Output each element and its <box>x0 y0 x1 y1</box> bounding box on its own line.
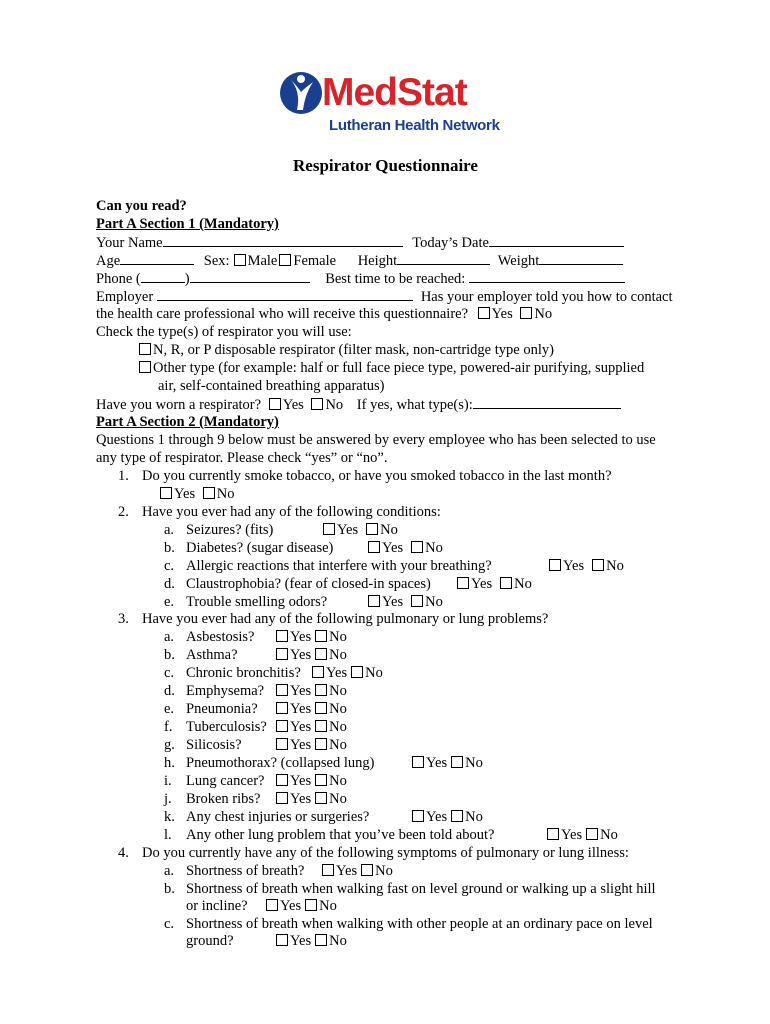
no-label: No <box>329 791 347 807</box>
q3-b-yes-checkbox[interactable] <box>276 648 288 660</box>
yes-label: Yes <box>280 898 302 914</box>
q4-a-no-checkbox[interactable] <box>361 864 373 876</box>
q3-b-answer <box>272 646 347 664</box>
section2-intro-1: Questions 1 through 9 below must be answered by every employee who has been selected to use <box>96 432 656 448</box>
q3-l-answer <box>543 826 618 844</box>
todays-date-field[interactable] <box>489 233 624 247</box>
q3-e-no-checkbox[interactable] <box>315 702 327 714</box>
q3-g-no-checkbox[interactable] <box>315 738 327 750</box>
q3-k-text: Any chest injuries or surgeries? <box>186 809 370 825</box>
q3-d-answer <box>272 682 347 700</box>
yes-label: Yes <box>290 683 312 699</box>
no-label: No <box>329 719 347 735</box>
no-label: No <box>375 863 393 879</box>
no-label: No <box>319 898 337 914</box>
yes-label: Yes <box>491 306 513 322</box>
q4-b-answer <box>262 897 337 915</box>
q2-b-answer <box>364 539 443 557</box>
yes-label: Yes <box>471 576 493 592</box>
no-label: No <box>216 486 235 502</box>
male-label: Male <box>247 253 278 269</box>
age-label: Age <box>96 253 121 269</box>
q3-h-letter: h. <box>164 755 175 771</box>
type-other-row <box>139 359 644 377</box>
female-checkbox[interactable] <box>279 254 291 266</box>
q3-l-text: Any other lung problem that you’ve been told about? <box>186 827 495 843</box>
q3-d-yes-checkbox[interactable] <box>276 684 288 696</box>
q2-d-text: Claustrophobia? (fear of closed-in spaces) <box>186 576 431 592</box>
yes-label: Yes <box>426 755 448 771</box>
q2-a-text: Seizures? (fits) <box>186 522 274 538</box>
q4-c-text-1: Shortness of breath when walking with other people at an ordinary pace on level <box>186 916 653 932</box>
q3-a-text: Asbestosis? <box>186 629 255 645</box>
q2-e-text: Trouble smelling odors? <box>186 594 328 610</box>
q2-d-no-checkbox[interactable] <box>500 577 512 589</box>
type-n-text: N, R, or P disposable respirator (filter mask, non-cartridge type only) <box>153 342 554 358</box>
worn-text: Have you worn a respirator? <box>96 397 262 413</box>
q3-a-yes-checkbox[interactable] <box>276 630 288 642</box>
section2-heading: Part A Section 2 (Mandatory) <box>96 414 279 430</box>
q2-e-letter: e. <box>164 594 175 610</box>
no-label: No <box>325 397 344 413</box>
q1-no-checkbox[interactable] <box>203 487 215 499</box>
check-type-text: Check the type(s) of respirator you will use: <box>96 324 352 340</box>
type-other-text-2: air, self-contained breathing apparatus) <box>158 378 385 394</box>
q3-i-no-checkbox[interactable] <box>315 774 327 786</box>
yes-label: Yes <box>563 558 585 574</box>
q3-i-letter: i. <box>164 773 172 789</box>
employer-label: Employer <box>96 289 154 305</box>
q3-h-no-checkbox[interactable] <box>451 756 463 768</box>
q4-b-text-2: or incline? <box>186 898 248 914</box>
q2-e-answer <box>364 593 443 611</box>
q3-e-yes-checkbox[interactable] <box>276 702 288 714</box>
worn-yes-checkbox[interactable] <box>269 398 281 410</box>
q3-j-letter: j. <box>164 791 172 807</box>
yes-label: Yes <box>336 863 358 879</box>
q3-j-yes-checkbox[interactable] <box>276 792 288 804</box>
q3-f-text: Tuberculosis? <box>186 719 267 735</box>
q4-b-yes-checkbox[interactable] <box>266 899 278 911</box>
q3-c-letter: c. <box>164 665 175 681</box>
medstat-logo-icon <box>279 70 323 121</box>
q3-b-text: Asthma? <box>186 647 238 663</box>
weight-label: Weight <box>497 253 540 269</box>
q3-j-no-checkbox[interactable] <box>315 792 327 804</box>
age-row <box>96 251 623 270</box>
q2-c-answer <box>545 557 624 575</box>
yes-label: Yes <box>290 629 312 645</box>
q4-b-no-checkbox[interactable] <box>305 899 317 911</box>
no-label: No <box>329 647 347 663</box>
employer-row <box>96 287 673 306</box>
q3-g-text: Silicosis? <box>186 737 242 753</box>
q3-h-yes-checkbox[interactable] <box>412 756 424 768</box>
yes-label: Yes <box>337 522 359 538</box>
phone-label: Phone ( <box>96 271 141 287</box>
q3-b-letter: b. <box>164 647 175 663</box>
q3-a-no-checkbox[interactable] <box>315 630 327 642</box>
q3-c-text: Chronic bronchitis? <box>186 665 301 681</box>
yes-label: Yes <box>290 719 312 735</box>
no-label: No <box>380 522 398 538</box>
q2-e-yes-checkbox[interactable] <box>368 595 380 607</box>
worn-type-field[interactable] <box>473 395 621 409</box>
yes-label: Yes <box>382 540 404 556</box>
q2-b-no-checkbox[interactable] <box>411 541 423 553</box>
q2-a-no-checkbox[interactable] <box>366 523 378 535</box>
q3-l-yes-checkbox[interactable] <box>547 828 559 840</box>
q3-k-letter: k. <box>164 809 175 825</box>
yes-label: Yes <box>290 773 312 789</box>
q2-e-no-checkbox[interactable] <box>411 595 423 607</box>
q4-c-yes-checkbox[interactable] <box>276 934 288 946</box>
q4-text: Do you currently have any of the following symptoms of pulmonary or lung illness: <box>142 845 629 861</box>
no-label: No <box>600 827 618 843</box>
no-label: No <box>465 809 483 825</box>
q2-b-letter: b. <box>164 540 175 556</box>
q3-a-letter: a. <box>164 629 175 645</box>
q1-number: 1. <box>118 468 129 484</box>
can-you-read: Can you read? <box>96 198 187 214</box>
q3-number: 3. <box>118 611 129 627</box>
best-time-label: Best time to be reached: <box>325 271 466 287</box>
section2-intro-2: any type of respirator. Please check “yes” or “no”. <box>96 450 388 466</box>
q4-number: 4. <box>118 845 129 861</box>
q2-d-yes-checkbox[interactable] <box>457 577 469 589</box>
height-label: Height <box>357 253 398 269</box>
your-name-field[interactable] <box>163 233 403 247</box>
q2-c-letter: c. <box>164 558 175 574</box>
no-label: No <box>425 540 443 556</box>
no-label: No <box>329 933 347 949</box>
q3-l-letter: l. <box>164 827 172 843</box>
employer-told-text: Has your employer told you how to contact <box>420 289 673 305</box>
yes-label: Yes <box>326 665 348 681</box>
yes-label: Yes <box>290 647 312 663</box>
no-label: No <box>329 629 347 645</box>
q3-e-letter: e. <box>164 701 175 717</box>
q4-a-answer <box>318 862 393 880</box>
q3-j-answer <box>272 790 347 808</box>
height-field[interactable] <box>397 251 490 265</box>
q3-i-text: Lung cancer? <box>186 773 265 789</box>
if-yes-text: If yes, what type(s): <box>356 397 473 413</box>
q3-i-yes-checkbox[interactable] <box>276 774 288 786</box>
hcp-row <box>96 305 552 323</box>
q3-b-no-checkbox[interactable] <box>315 648 327 660</box>
q2-c-text: Allergic reactions that interfere with your breathing? <box>186 558 492 574</box>
q3-d-no-checkbox[interactable] <box>315 684 327 696</box>
page-title: Respirator Questionnaire <box>293 156 478 175</box>
worn-row <box>96 395 621 414</box>
q3-g-answer <box>272 736 347 754</box>
q4-c-text-2: ground? <box>186 933 234 949</box>
q2-number: 2. <box>118 504 129 520</box>
q3-e-answer <box>272 700 347 718</box>
q3-k-no-checkbox[interactable] <box>451 810 463 822</box>
hcp-yes-checkbox[interactable] <box>478 307 490 319</box>
phone-close: ) <box>184 271 190 287</box>
yes-label: Yes <box>290 933 312 949</box>
section1-heading: Part A Section 1 (Mandatory) <box>96 216 279 232</box>
q3-f-no-checkbox[interactable] <box>315 720 327 732</box>
q3-g-letter: g. <box>164 737 175 753</box>
no-label: No <box>329 737 347 753</box>
q2-a-answer <box>319 521 398 539</box>
hcp-text: the health care professional who will receive this questionnaire? <box>96 306 469 322</box>
q4-c-letter: c. <box>164 916 175 932</box>
yes-label: Yes <box>282 397 304 413</box>
q1-answer <box>160 485 234 503</box>
female-label: Female <box>293 253 337 269</box>
q3-h-text: Pneumothorax? (collapsed lung) <box>186 755 375 771</box>
yes-label: Yes <box>290 791 312 807</box>
sex-label: Sex: <box>203 253 230 269</box>
type-n-row <box>139 341 554 359</box>
q4-a-yes-checkbox[interactable] <box>322 864 334 876</box>
q2-a-yes-checkbox[interactable] <box>323 523 335 535</box>
q2-c-no-checkbox[interactable] <box>592 559 604 571</box>
q2-b-yes-checkbox[interactable] <box>368 541 380 553</box>
your-name-label: Your Name <box>96 235 163 251</box>
employer-field[interactable] <box>157 287 413 301</box>
q1-text: Do you currently smoke tobacco, or have you smoked tobacco in the last month? <box>142 468 612 484</box>
q3-h-answer <box>408 754 483 772</box>
phone-number-field[interactable] <box>190 269 310 283</box>
yes-label: Yes <box>382 594 404 610</box>
todays-date-label: Today’s Date <box>412 235 489 251</box>
no-label: No <box>365 665 383 681</box>
no-label: No <box>425 594 443 610</box>
q3-a-answer <box>272 628 347 646</box>
no-label: No <box>329 683 347 699</box>
yes-label: Yes <box>426 809 448 825</box>
q4-a-letter: a. <box>164 863 175 879</box>
your-name-row <box>96 233 624 252</box>
q4-c-answer <box>272 932 347 950</box>
no-label: No <box>329 701 347 717</box>
q4-b-text-1: Shortness of breath when walking fast on level ground or walking up a slight hill <box>186 881 656 897</box>
q4-c-no-checkbox[interactable] <box>315 934 327 946</box>
q3-text: Have you ever had any of the following pulmonary or lung problems? <box>142 611 549 627</box>
q2-d-answer <box>453 575 532 593</box>
no-label: No <box>606 558 624 574</box>
q3-e-text: Pneumonia? <box>186 701 258 717</box>
phone-area-field[interactable] <box>141 269 185 283</box>
best-time-field[interactable] <box>469 269 625 283</box>
q4-a-text: Shortness of breath? <box>186 863 305 879</box>
q2-text: Have you ever had any of the following conditions: <box>142 504 441 520</box>
q3-j-text: Broken ribs? <box>186 791 261 807</box>
no-label: No <box>329 773 347 789</box>
male-checkbox[interactable] <box>234 254 246 266</box>
type-other-checkbox[interactable] <box>139 361 151 373</box>
q3-i-answer <box>272 772 347 790</box>
type-n-checkbox[interactable] <box>139 343 151 355</box>
q3-g-yes-checkbox[interactable] <box>276 738 288 750</box>
age-field[interactable] <box>120 251 194 265</box>
yes-label: Yes <box>290 737 312 753</box>
q3-d-letter: d. <box>164 683 175 699</box>
phone-row <box>96 269 625 288</box>
no-label: No <box>534 306 553 322</box>
q3-k-yes-checkbox[interactable] <box>412 810 424 822</box>
hcp-no-checkbox[interactable] <box>520 307 532 319</box>
q3-f-answer <box>272 718 347 736</box>
q3-c-no-checkbox[interactable] <box>351 666 363 678</box>
q3-c-yes-checkbox[interactable] <box>312 666 324 678</box>
yes-label: Yes <box>290 701 312 717</box>
q3-f-yes-checkbox[interactable] <box>276 720 288 732</box>
logo-brand: MedStat <box>322 71 467 114</box>
weight-field[interactable] <box>539 251 623 265</box>
q2-d-letter: d. <box>164 576 175 592</box>
q3-l-no-checkbox[interactable] <box>586 828 598 840</box>
no-label: No <box>465 755 483 771</box>
q3-c-answer <box>308 664 383 682</box>
q2-c-yes-checkbox[interactable] <box>549 559 561 571</box>
type-other-text: Other type (for example: half or full face piece type, powered-air purifying, supplied <box>153 360 645 376</box>
q3-f-letter: f. <box>164 719 173 735</box>
yes-label: Yes <box>561 827 583 843</box>
q2-b-text: Diabetes? (sugar disease) <box>186 540 334 556</box>
yes-label: Yes <box>174 486 196 502</box>
worn-no-checkbox[interactable] <box>311 398 323 410</box>
q3-d-text: Emphysema? <box>186 683 265 699</box>
q3-k-answer <box>408 808 483 826</box>
q2-a-letter: a. <box>164 522 175 538</box>
no-label: No <box>514 576 532 592</box>
q4-b-letter: b. <box>164 881 175 897</box>
logo-subtitle: Lutheran Health Network <box>329 117 500 134</box>
q1-yes-checkbox[interactable] <box>160 487 172 499</box>
